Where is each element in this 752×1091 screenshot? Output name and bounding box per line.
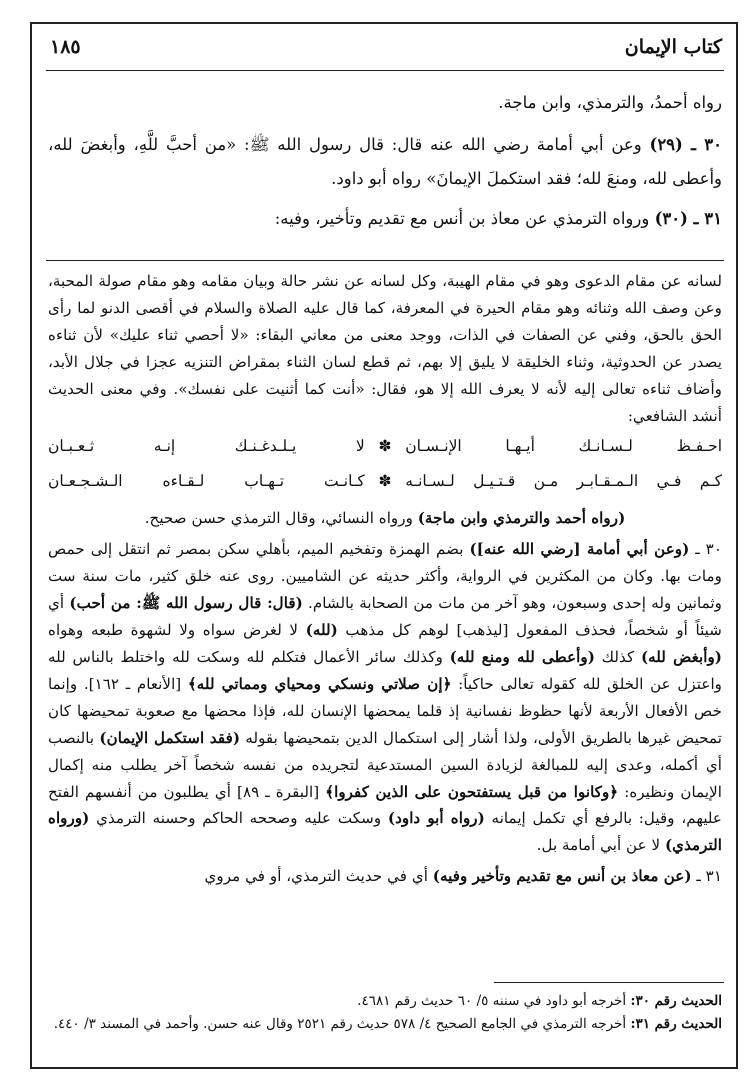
matn-sharh-separator bbox=[46, 260, 724, 261]
running-head-title: كتاب الإيمان bbox=[624, 36, 722, 58]
p30-text-10: لا عن أبي أمامة بل. bbox=[536, 836, 665, 855]
commentary-para-30 bbox=[48, 536, 722, 859]
page-border-left bbox=[30, 22, 32, 1069]
p30-bold-3: (لله) bbox=[305, 621, 338, 640]
p30-bold-4: (وأبغض لله) bbox=[640, 647, 722, 666]
poem-star: ✽ bbox=[378, 437, 392, 456]
footnote-rule bbox=[494, 982, 724, 983]
p30-number: ٣٠ ـ bbox=[689, 540, 722, 559]
footnote-1 bbox=[48, 990, 722, 1013]
hadith-31-text: ورواه الترمذي عن معاذ بن أنس مع تقديم وتأخير، وفيه: bbox=[274, 209, 655, 228]
p30-text-3: لا لغرض سواه ولا لشهوة طبعه وهواه bbox=[48, 621, 306, 640]
poem-star: ✽ bbox=[378, 472, 392, 491]
p30-bold-1: (وعن أبي أمامة [رضي الله عنه]) bbox=[469, 540, 690, 559]
book-page bbox=[46, 30, 724, 1061]
p30-text-1: بضم الهمزة وتفخيم الميم، بأهلي سكن بمصر ثم انتقل إلى حمص ومات بها. وكان من المكثرين في الرواية، وأكثر حديثه عن الشاميين. روى عنه خلق كثير، مات سنة ست وثمانين وله إحدى وسبعون، وهو آخر من مات من الصحابة بالشام. bbox=[48, 540, 722, 613]
footnote-2 bbox=[48, 1013, 722, 1036]
riwaya-bold: (رواه أحمد والترمذي وابن ماجة) bbox=[417, 509, 626, 528]
p30-text-6: [الأنعام ـ ١٦٢]. وإنما خص الأفعال الأربعة لأنها حظوظ نفسانية إذ قلما يمحضها الإنسان لله، فإذا محضها مع صعوبة تمحيضها كان تمحيض غيرها بالطريق الأولى، ولذا أشار إلى استكمال الدين بتمحيضها بقوله bbox=[48, 674, 723, 747]
poem-2-left: كـانـت تـهـاب لـقـاءه الـشـجـعـان bbox=[48, 472, 365, 491]
footnote-1-text: أخرجه أبو داود في سننه ٥/ ٦٠ حديث رقم ٤٦٨١. bbox=[357, 993, 631, 1009]
p30-text-4: كذلك bbox=[594, 647, 641, 666]
p30-bold-5: (وأعطى لله ومنع لله) bbox=[449, 647, 595, 666]
poem-line-1 bbox=[48, 429, 722, 464]
page-number: ١٨٥ bbox=[50, 36, 81, 58]
hadith-30 bbox=[48, 128, 722, 196]
p31-text-1: أي في حديث الترمذي، أو في مروي bbox=[204, 867, 433, 886]
p31-bold-1: (عن معاذ بن أنس مع تقديم وتأخير وفيه) bbox=[432, 867, 692, 886]
p30-text-9: وسكت عليه وصححه الحاكم وحسنه الترمذي bbox=[89, 809, 388, 828]
hadith-text-block bbox=[48, 86, 722, 236]
poem-2-right: كـم فـي الـمـقـابـر مـن قـتـيـل لـسـانـه bbox=[405, 472, 722, 491]
p30-text-5: وكذلك سائر الأعمال فتكلم لله وسكت لله واختلط بالناس لله واعتزل عن الخلق لله كقوله تعالى حاكياً: bbox=[48, 647, 722, 693]
p30-text-2: أي شيئاً أو شخصاً، فحذف المفعول [ليذهب] لوهم كل مذهب bbox=[48, 594, 722, 640]
commentary-block bbox=[48, 268, 722, 890]
page-border-right bbox=[736, 22, 738, 1069]
p30-bold-7: (فقد استكمل الإيمان) bbox=[99, 728, 241, 747]
p30-bold-10: (ورواه الترمذي) bbox=[48, 809, 722, 855]
riwaya-rest: ورواه النسائي، وقال الترمذي حسن صحيح. bbox=[144, 509, 418, 528]
hadith-31 bbox=[48, 202, 722, 236]
footnote-2-label: الحديث رقم ٣١: bbox=[630, 1016, 722, 1032]
poem-1-left: لا يـلـدغـنـك إنـه ثـعـبـان bbox=[48, 437, 365, 456]
p30-text-7: بالنصب أي أكمله، وعدى إليه للمبالغة لزيادة السين المستدعية لتجريده من نفسه شخصاً آخر يطلب منه إكمال الإيمان ونظيره: bbox=[48, 728, 722, 801]
riwaya-line bbox=[48, 505, 722, 532]
hadith-31-number: ٣١ ـ (٣٠) bbox=[654, 209, 722, 228]
p30-bold-6: ﴿إن صلاتي ونسكي ومحياي ومماتي لله﴾ bbox=[187, 674, 452, 693]
commentary-para-31 bbox=[48, 863, 722, 890]
header-rule bbox=[46, 70, 724, 71]
page-border-bottom bbox=[30, 1067, 738, 1069]
p30-bold-8: ﴿وكانوا من قبل يستفتحون على الذين كفروا﴾ bbox=[325, 782, 619, 801]
hadith-30-number: ٣٠ ـ (٢٩) bbox=[649, 135, 722, 154]
matn-line-1: رواه أحمدُ، والترمذي، وابن ماجة. bbox=[498, 93, 722, 112]
footnote-1-label: الحديث رقم ٣٠: bbox=[630, 993, 722, 1009]
hadith-30-text: وعن أبي أمامة رضي الله عنه قال: قال رسول الله ﷺ: «من أحبَّ للَّهِ، وأبغضَ لله، وأعطى لله، ومنعَ لله؛ فقد استكملَ الإيمانَ» رواه أبو داود. bbox=[48, 135, 722, 188]
footnote-2-text: أخرجه الترمذي في الجامع الصحيح ٤/ ٥٧٨ حديث رقم ٢٥٢١ وقال عنه حسن. وأحمد في المسند ٣/ ٤٤٠. bbox=[53, 1016, 631, 1032]
footnotes bbox=[48, 990, 722, 1036]
p30-bold-9: (رواه أبو داود) bbox=[387, 809, 485, 828]
p31-number: ٣١ ـ bbox=[691, 867, 722, 886]
p30-bold-2: (قال: قال رسول الله ﷺ: من أحب) bbox=[69, 594, 303, 613]
poem-1-right: احـفـظ لـسـانـك أيـهـا الإنـسـان bbox=[405, 437, 722, 456]
p30-text-8: [البقرة ـ ٨٩] أي يطلبون من أنفسهم الفتح عليهم، وقيل: بالرفع أي تكمل إيمانه bbox=[48, 782, 722, 828]
page-border-top bbox=[30, 22, 738, 24]
poem-line-2 bbox=[48, 464, 722, 499]
commentary-para-1: لسانه عن مقام الدعوى وهو في مقام الهيبة، وكل لسانه عن نشر حالة وبيان مقامه وهو مقام صولة المحبة، وعن وصف الله وثنائه وهو مقام الحيرة في المعرفة، كما قال عليه الصلاة والسلام في أقصى الدنو لما رأى الحق بالحق، وفني عن الصفات في الذات، ووجد معنى من معاني البقاء: «لا أحصي ثناء عليك» لأن ثناءه يصدر عن الحدوثية، وثناء الخليقة لا يليق إلا بهم، ثم قطع لسان الثناء بمقراض التنزيه عجزا في جلال الأبد، وأضاف ثناءه تعالى إليه لأنه لا يعرف الله إلا هو، فقال: «أنت كما أثنيت على نفسك». وفي معنى الحديث أنشد الشافعي: bbox=[48, 272, 722, 425]
